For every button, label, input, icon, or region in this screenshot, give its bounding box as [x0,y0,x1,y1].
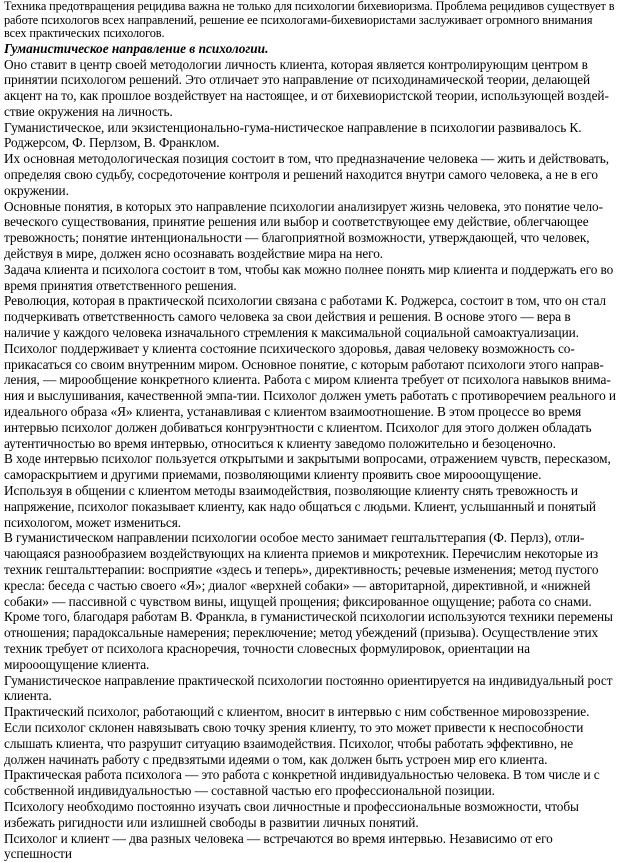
paragraph-10: В гуманистическом направлении психологии особое место занимает гештальттерапия (Ф. Перлз), отли-чающаяся разнообразием воздействующих на клиента приемов и микротехник. Перечислим некоторые из техник гештальттерапии: восприятие «здесь и теперь», директивность; речевые изменения; метод пустого кресла: беседа с частью своего «Я»; диалог «верхней собаки» — авторитарной, директивной, и «нижней собаки» — пассивной с чувством вины, ищущей прощения; фиксированное ощущение; работа со снами. [4,530,599,609]
paragraph-12: Гуманистическое направление практической психологии постоянно ориентируется на индивидуальный рост клиента. [4,672,613,704]
paragraph-8: В ходе интервью психолог пользуется открытыми и закрытыми вопросами, отражением чувств, пересказом, самораскрытием и другими приемами, позволяющими клиенту проявить свое мирооощущение. [4,451,611,483]
paragraph-2: Гуманистическое, или экзистенционально-гума-нистическое направление в психологии развивалось К. Роджерсом, Ф. Перлзом, В. Франклом. [4,119,582,151]
paragraph-14: Психологу необходимо постоянно изучать свои личностные и профессиональные возможности, чтобы избежать ригидности или излишней свободы в развитии личных понятий. [4,798,579,830]
intro-paragraph: Техника предотвращения рецидива важна не только для психологии бихевиоризма. Проблема рецидивов существует в работе психологов всех направлений, решение ее психологами-бихевиористами заслуживает огромного внимания всех практических психологов. [4,0,615,40]
paragraph-4: Основные понятия, в которых это направление психологии анализирует жизнь человека, это понятие чело-веческого существования, принятие решения или выбор и соответствующее ему действие, облегчающее тревожность; понятие интенциональности — благоприятной возможности, утверждающей, что человек, действуя в мире, должен ясно осознавать воздействие мира на него. [4,198,603,262]
paragraph-3: Их основная методологическая позиция состоит в том, что предназначение человека — жить и действовать, определяя свою судьбу, сосредоточение контроля и решений находится внутри самого человека, а не в его окружении. [4,151,609,198]
paragraph-5: Задача клиента и психолога состоит в том, чтобы как можно полнее понять мир клиента и поддержать его во время принятия ответственного решения. [4,261,614,293]
paragraph-7: Психолог поддерживает у клиента состояние психического здоровья, давая человеку возможность со-прикасаться со своим внутренним миром. Основное понятие, с которым работают психологи этого направ-ления, — мирообщение конкретного клиента. Работа с миром клиента требует от психолога навыков внима-ния и выслушивания, качественной эмпа-тии. Психолог должен уметь работать с противоречием реального и идеального образа «Я» клиента, устанавливая с клиентом взаимоотношение. В этом процессе во время интервью психолог должен добиваться конгруэнтности с клиентом. Психолог для этого должен обладать аутентичностью во время интервью, относиться к клиенту заведомо положительно и безоценочно. [4,340,616,451]
paragraph-13: Практический психолог, работающий с клиентом, вносит в интервью с ним собственное мировоззрение. Если психолог склонен навязывать свою точку зрения клиенту, то это может привести к неспособности слышать клиента, что разрушит ситуацию взаимодействия. Психолог, чтобы работать эффективно, не должен начинать работу с предвзятыми идеями о том, как должен быть устроен мир его клиента. Практическая работа психолога — это работа с конкретной индивидуальностью человека. В том числе и с собственной индивидуальностью — составной частью его профессиональной позиции. [4,704,600,799]
section-heading: Гуманистическое направление в психологии. [4,40,269,56]
paragraph-15: Психолог и клиент — два разных человека — встречаются во время интервью. Независимо от его успешности [4,830,553,862]
paragraph-11: Кроме того, благодаря работам В. Франкла, в гуманистической психологии используются техники перемены отношения; парадоксальные намерения; переключение; метод убеждений (призыва). Осуществление этих техник требует от психолога красноречия, точности словесных формулировок, ориентации на мирооощущение клиента. [4,609,613,672]
paragraph-1: Оно ставит в центр своей методологии личность клиента, которая является контролирующим центром в принятии психологом решений. Это отличает это направление от психодинамической теории, делающей акцент на то, как прошлое воздействует на настоящее, и от бихевиористской теории, использующей воздей-ствие окружения на личность. [4,56,609,119]
paragraph-9: Используя в общении с клиентом методы взаимодействия, позволяющие клиенту снять тревожность и напряжение, психолог показывает клиенту, как надо общаться с людьми. Клиент, услышанный и понятый психологом, может измениться. [4,483,596,530]
paragraph-6: Революция, которая в практической психологии связана с работами К. Роджерса, состоит в том, что он стал подчеркивать ответственность самого человека за свои действия и решения. В основе этого — вера в наличие у каждого человека изначального стремления к максимальной социальной самоактуализации. [4,293,606,341]
